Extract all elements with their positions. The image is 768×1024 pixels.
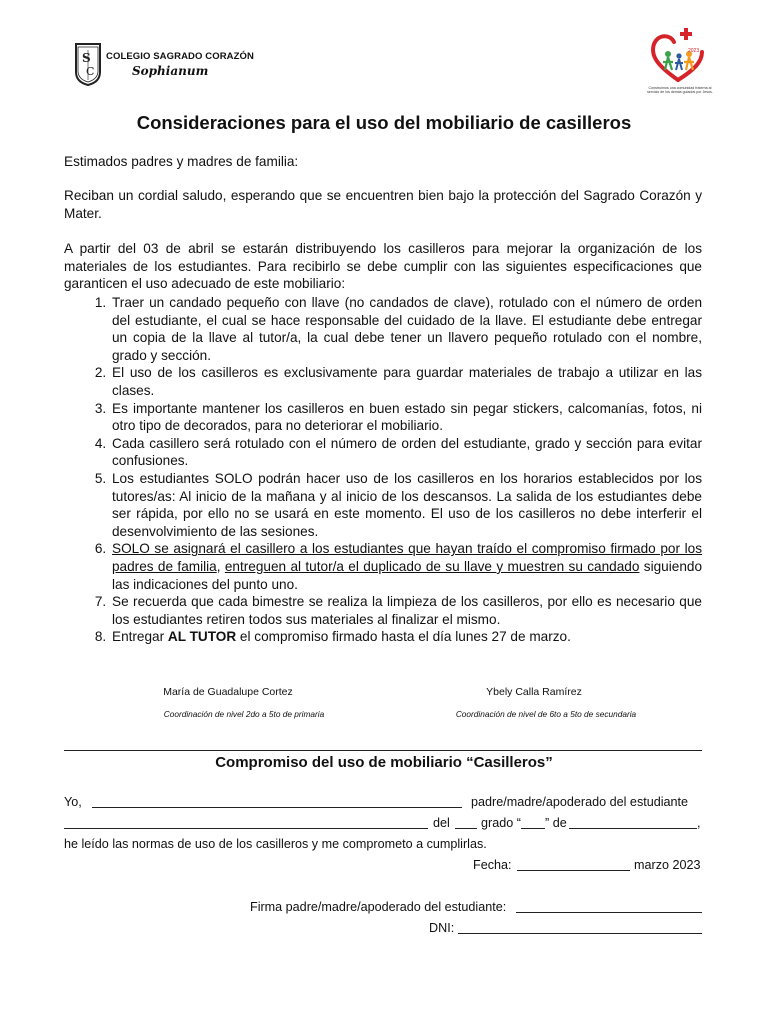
saludo-paragraph: Reciban un cordial saludo, esperando que se encuentren bien bajo la protección del Sagrado Corazón y Mater. — [64, 188, 702, 221]
form-title: Compromiso del uso de mobiliario “Casilleros” — [215, 754, 553, 771]
yo-label: Yo, — [64, 795, 82, 809]
dni-label: DNI: — [429, 921, 455, 935]
signature-right-role: Coordinación de nivel de 6to a 5to de secundaria — [455, 709, 637, 719]
intro-paragraph: A partir del 03 de abril se estarán distribuyendo los casilleros para mejorar la organización de los materiales de los estudiantes. Para recibirlo se debe cumplir con las siguientes especificaciones que garanticen el uso adecuado de este mobiliario: — [64, 241, 702, 292]
rule-5: 5. Los estudiantes SOLO podrán hacer uso de los casilleros en los horarios establecidos por los tutores/as: Al inicio de la mañana y al inicio de los descansos. La salida de los estudiantes debe ser rápida, por ello no se usará en este momento. El uso de los casilleros no debe interferir el desenvolvimiento de las sesiones. — [110, 470, 702, 540]
rule-6-rest: siguiendo las indicaciones del punto uno. — [112, 558, 703, 592]
rule-6-underlined-1: SOLO se asignará el casillero a los estudiantes que hayan traído el compromiso firmado por los padres de familia — [112, 541, 702, 574]
fecha-suffix: marzo 2023 — [634, 858, 701, 872]
anniversary-logo — [640, 24, 730, 104]
de-label: ” de — [545, 816, 567, 830]
signature-right-name: Ybely Calla Ramírez — [486, 686, 582, 698]
order-number-field[interactable] — [455, 816, 477, 829]
rule-6-underlined-2: entreguen al tutor/a el duplicado de su llave y muestren su candado — [224, 558, 640, 574]
rules-list — [64, 294, 702, 646]
statement: he leído las normas de uso de los casilleros y me comprometo a cumplirlas. — [64, 837, 487, 851]
dni-field[interactable] — [458, 921, 702, 934]
school-logo — [74, 42, 264, 88]
date-field[interactable] — [517, 858, 630, 871]
svg-text:S: S — [82, 51, 91, 65]
svg-text:C: C — [86, 65, 95, 78]
rule-1: 1. Traer un candado pequeño con llave (no candados de clave), rotulado con el número de orden del estudiante, el cual se hace responsable del cuidado de la llave. El estudiante debe entregar un copia de la llave al tutor/a, la cual debe tener un llavero pequeño rotulado con el nombre, grado y sección. — [110, 294, 702, 364]
rule-3: 3. Es importante mantener los casilleros en buen estado sin pegar stickers, calcomanías, fotos, ni otro tipo de decorados, para no deteriorar el mobiliario. — [110, 400, 702, 435]
greeting: Estimados padres y madres de familia: — [64, 154, 299, 169]
logo-slogan: Construimos una comunidad fraterna al servicio de los demás guiados por Jesús. — [647, 86, 713, 95]
rule-4: 4. Cada casillero será rotulado con el número de orden del estudiante, grado y sección para evitar confusiones. — [110, 435, 702, 470]
student-name-field[interactable] — [64, 816, 428, 829]
document-title: Consideraciones para el uso del mobiliario de casilleros — [136, 112, 632, 133]
shield-icon — [74, 42, 102, 86]
section-divider — [64, 750, 702, 751]
rule-7: 7. Se recuerda que cada bimestre se realiza la limpieza de los casilleros, por ello es necesario que los estudiantes retiren todos sus materiales al finalizar el mismo. — [110, 593, 702, 628]
heart-family-icon — [648, 24, 708, 86]
rule-6 — [110, 540, 702, 593]
parent-label: padre/madre/apoderado del estudiante — [471, 795, 689, 809]
comma: , — [697, 816, 701, 830]
logo-year: 2023 — [688, 48, 700, 54]
grade-field[interactable] — [521, 816, 545, 829]
del-label: del — [433, 816, 450, 830]
rule-8-post: el compromiso firmado hasta el día lunes 27 de marzo. — [236, 629, 571, 645]
signature-left-name: María de Guadalupe Cortez — [163, 686, 293, 698]
form-line-1 — [64, 794, 82, 810]
firma-label: Firma padre/madre/apoderado del estudiante: — [250, 900, 507, 914]
school-subtitle: Sophianum — [132, 64, 209, 78]
rule-8 — [110, 628, 702, 646]
rule-2: 2. El uso de los casilleros es exclusivamente para guardar materiales de trabajo a utilizar en las clases. — [110, 364, 702, 399]
parent-name-field[interactable] — [92, 795, 462, 808]
rule-8-bold: AL TUTOR — [167, 629, 237, 645]
rule-6-separator: , — [216, 558, 225, 574]
section-field[interactable] — [569, 816, 697, 829]
school-name: COLEGIO SAGRADO CORAZÓN — [106, 51, 254, 62]
fecha-label: Fecha: — [473, 858, 512, 872]
signature-left-role: Coordinación de nivel 2do a 5to de primaria — [163, 709, 325, 719]
grado-label: grado “ — [481, 816, 521, 830]
signature-field[interactable] — [516, 900, 702, 913]
rule-8-pre: Entregar — [112, 629, 168, 645]
